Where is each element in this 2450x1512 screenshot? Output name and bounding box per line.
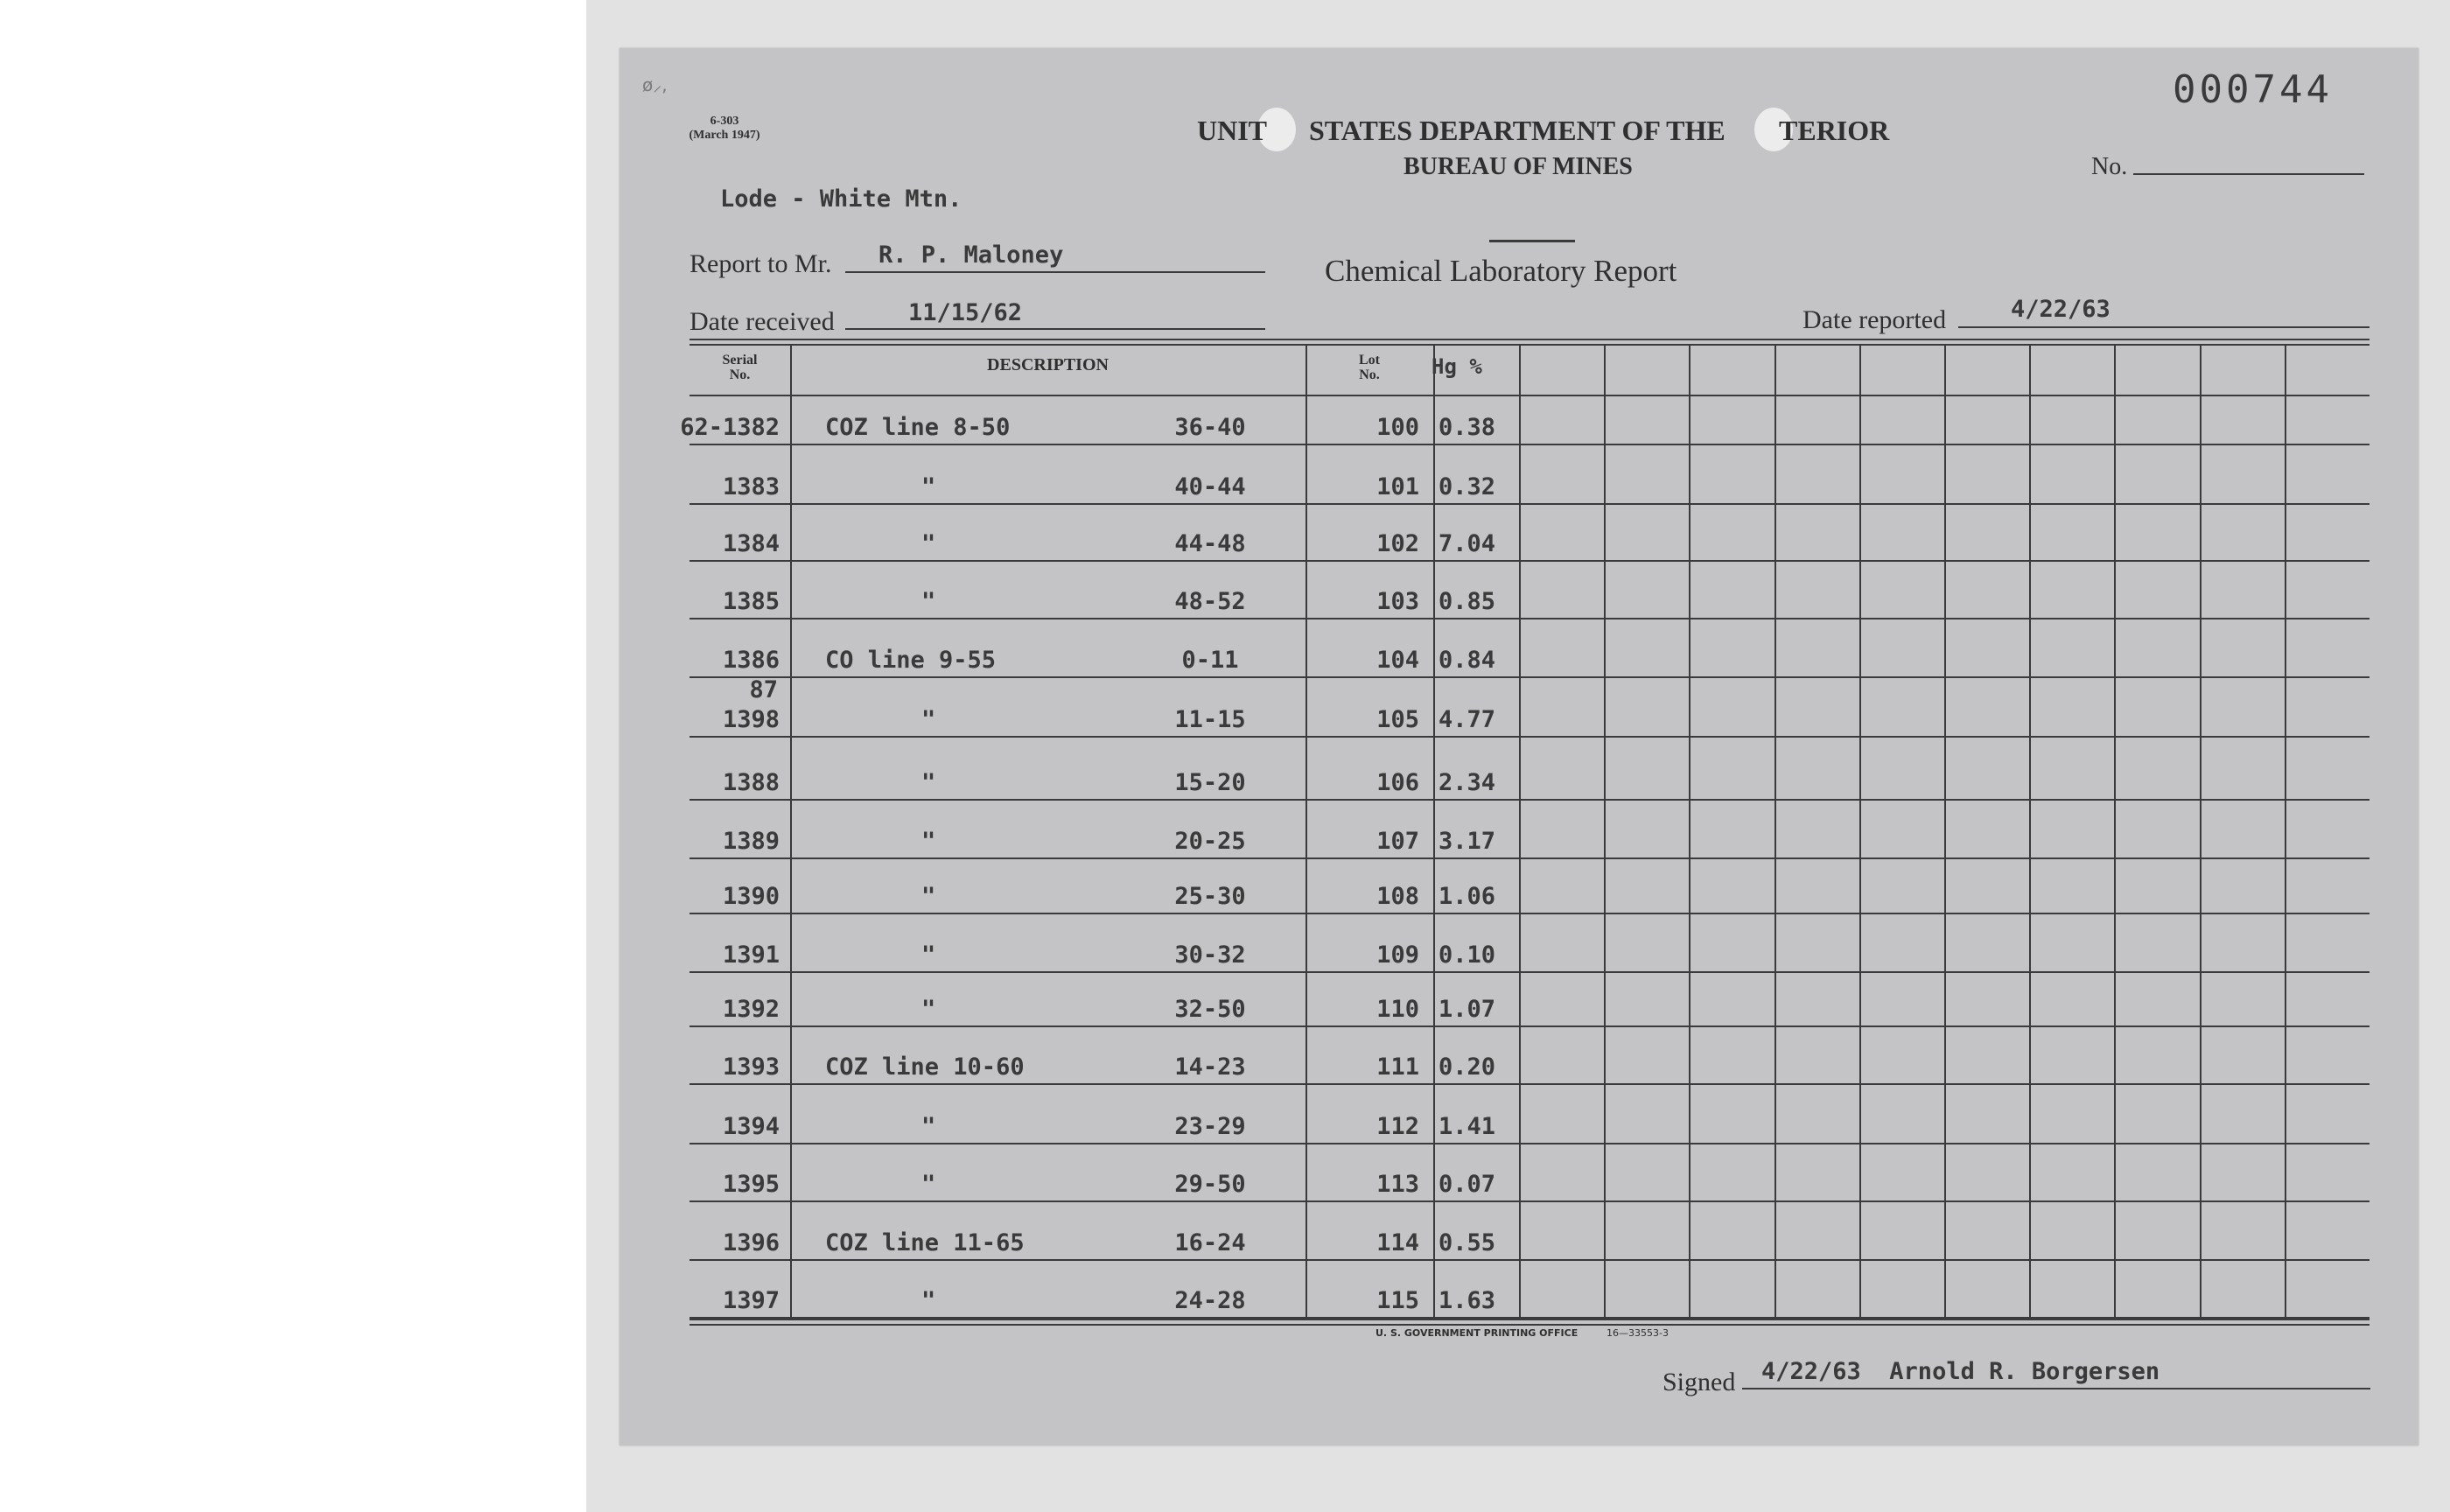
table-row-hg: 1.63 [1438, 1287, 1496, 1314]
table-row-description: COZ line 11-65 [825, 1229, 1025, 1256]
signed-label: Signed [1662, 1368, 1736, 1396]
table-row-lot: 111 [1376, 1054, 1419, 1081]
table-row-serial: 1383 [722, 473, 780, 500]
table-row-description: " [921, 588, 936, 615]
table-row-lot: 104 [1376, 647, 1419, 674]
table-row-hg: 1.06 [1438, 883, 1496, 910]
signed-line [1742, 1388, 2370, 1390]
column-divider [1774, 346, 1776, 1319]
column-divider [1519, 346, 1521, 1319]
number-label: No. [2091, 153, 2128, 180]
table-row-serial: 1395 [722, 1171, 780, 1198]
table-row-serial: 1391 [722, 942, 780, 969]
row-line [690, 971, 2370, 973]
table-row-lot: 112 [1376, 1113, 1419, 1140]
row-line [690, 736, 2370, 738]
table-row-serial: 62-1382 [680, 414, 780, 441]
row-line [690, 1026, 2370, 1027]
row-line [690, 444, 2370, 445]
table-row-description: " [921, 530, 936, 557]
column-divider [1604, 346, 1606, 1319]
table-row-depth-range: 44-48 [1174, 530, 1246, 557]
form-id-number: 6-303 [710, 115, 739, 128]
header-lot-line1: Lot [1359, 353, 1380, 368]
report-to-line [845, 271, 1265, 273]
table-row-depth-range: 16-24 [1174, 1229, 1246, 1256]
table-row-depth-range: 24-28 [1174, 1287, 1246, 1314]
table-row-hg: 0.38 [1438, 414, 1496, 441]
row-line [690, 799, 2370, 801]
table-row-lot: 108 [1376, 883, 1419, 910]
header-description: DESCRIPTION [987, 355, 1109, 374]
row-line [690, 858, 2370, 859]
row-line [690, 1200, 2370, 1202]
date-reported-line [1958, 326, 2370, 328]
printing-code: 16—33553-3 [1606, 1327, 1669, 1339]
lode-name: Lode - White Mtn. [720, 186, 962, 213]
table-row-hg: 0.55 [1438, 1229, 1496, 1256]
agency-middle: STATES DEPARTMENT OF THE [1309, 115, 1726, 146]
number-field-line [2133, 173, 2364, 175]
table-row-serial: 1392 [722, 996, 780, 1023]
header-hg: Hg % [1432, 354, 1482, 379]
table-row-depth-range: 36-40 [1174, 414, 1246, 441]
date-reported-label: Date reported [1802, 305, 1947, 334]
table-row-description: " [921, 473, 936, 500]
table-row-serial: 1398 [722, 706, 780, 733]
table-row-depth-range: 14-23 [1174, 1054, 1246, 1081]
table-row-hg: 3.17 [1438, 828, 1496, 855]
table-row-lot: 106 [1376, 769, 1419, 796]
stamp-number: 000744 [2173, 67, 2333, 112]
table-row-lot: 114 [1376, 1229, 1419, 1256]
row-line [690, 1143, 2370, 1144]
header-bottom-line [690, 395, 2370, 396]
report-to-label: Report to Mr. [690, 249, 832, 278]
form-date: (March 1947) [689, 129, 760, 142]
table-top-rule-2 [690, 344, 2370, 346]
table-row-hg: 4.77 [1438, 706, 1496, 733]
table-row-hg: 1.07 [1438, 996, 1496, 1023]
table-row-hg: 0.20 [1438, 1054, 1496, 1081]
header-serial-line1: Serial [722, 353, 758, 368]
table-row-description: " [921, 828, 936, 855]
table-row-depth-range: 20-25 [1174, 828, 1246, 855]
column-divider [2285, 346, 2286, 1319]
row-line [690, 560, 2370, 562]
report-to-value: R. P. Maloney [878, 242, 1064, 269]
table-row-lot: 102 [1376, 530, 1419, 557]
table-row-description: " [921, 942, 936, 969]
table-row-lot: 103 [1376, 588, 1419, 615]
table-row-lot: 107 [1376, 828, 1419, 855]
table-row-hg: 2.34 [1438, 769, 1496, 796]
header-lot-line2: No. [1359, 368, 1380, 382]
row-line [690, 503, 2370, 505]
table-row-depth-range: 30-32 [1174, 942, 1246, 969]
column-divider [2029, 346, 2031, 1319]
table-row-depth-range: 32-50 [1174, 996, 1246, 1023]
date-received-value: 11/15/62 [908, 299, 1023, 326]
column-divider [2200, 346, 2202, 1319]
row-line [690, 913, 2370, 914]
table-bottom-line-2 [690, 1324, 2370, 1326]
table-row-lot: 101 [1376, 473, 1419, 500]
table-row-serial: 1388 [722, 769, 780, 796]
row-line [690, 676, 2370, 678]
column-divider [1944, 346, 1946, 1319]
table-row-depth-range: 29-50 [1174, 1171, 1246, 1198]
margin-scribble: ø⸝, [642, 74, 668, 95]
table-row-serial: 1384 [722, 530, 780, 557]
table-row-lot: 100 [1376, 414, 1419, 441]
table-row-serial: 1385 [722, 588, 780, 615]
table-row-serial: 1386 [722, 647, 780, 674]
agency-right: TERIOR [1779, 115, 1890, 146]
table-row-hg: 0.84 [1438, 647, 1496, 674]
table-row-lot: 109 [1376, 942, 1419, 969]
table-row-hg: 7.04 [1438, 530, 1496, 557]
table-row-description: " [921, 1113, 936, 1140]
table-row-serial: 1393 [722, 1054, 780, 1081]
table-row-depth-range: 23-29 [1174, 1113, 1246, 1140]
table-row-hg: 0.10 [1438, 942, 1496, 969]
column-divider [2114, 346, 2116, 1319]
table-row-description: CO line 9-55 [825, 647, 997, 674]
column-divider [1689, 346, 1690, 1319]
row-line [690, 1083, 2370, 1085]
date-received-label: Date received [690, 307, 835, 336]
bureau-name: BUREAU OF MINES [1404, 153, 1633, 180]
column-divider [1859, 346, 1861, 1319]
table-top-rule [690, 339, 2370, 340]
date-received-line [845, 328, 1265, 330]
table-row-hg: 1.41 [1438, 1113, 1496, 1140]
table-row-serial: 1397 [722, 1287, 780, 1314]
table-row-serial: 1396 [722, 1229, 780, 1256]
table-row-description: COZ line 8-50 [825, 414, 1011, 441]
table-row-depth-range: 48-52 [1174, 588, 1246, 615]
row-line [690, 1259, 2370, 1261]
table-row-serial: 1390 [722, 883, 780, 910]
signature: 4/22/63 Arnold R. Borgersen [1761, 1358, 2160, 1385]
table-row-depth-range: 11-15 [1174, 706, 1246, 733]
table-row-hg: 0.85 [1438, 588, 1496, 615]
serial-correction: 87 [749, 676, 778, 704]
table-row-lot: 113 [1376, 1171, 1419, 1198]
date-reported-value: 4/22/63 [2011, 296, 2110, 323]
table-row-hg: 0.07 [1438, 1171, 1496, 1198]
table-row-lot: 105 [1376, 706, 1419, 733]
report-sheet [620, 48, 2418, 1446]
table-row-hg: 0.32 [1438, 473, 1496, 500]
table-row-description: " [921, 706, 936, 733]
table-bottom-line [690, 1319, 2370, 1320]
table-row-depth-range: 15-20 [1174, 769, 1246, 796]
table-row-depth-range: 40-44 [1174, 473, 1246, 500]
table-row-description: COZ line 10-60 [825, 1054, 1025, 1081]
header-serial-line2: No. [729, 368, 751, 382]
title-rule [1489, 240, 1575, 242]
column-divider [790, 346, 792, 1319]
table-row-lot: 110 [1376, 996, 1419, 1023]
printing-office: U. S. GOVERNMENT PRINTING OFFICE [1376, 1327, 1578, 1339]
table-row-depth-range: 25-30 [1174, 883, 1246, 910]
table-row-description: " [921, 996, 936, 1023]
agency-left: UNIT [1197, 115, 1268, 146]
form-id [676, 115, 773, 143]
report-title: Chemical Laboratory Report [1325, 254, 1677, 288]
table-row-serial: 1394 [722, 1113, 780, 1140]
table-row-description: " [921, 1287, 936, 1314]
column-divider [1433, 346, 1435, 1319]
table-row-depth-range: 0-11 [1181, 647, 1239, 674]
table-row-description: " [921, 883, 936, 910]
table-row-serial: 1389 [722, 828, 780, 855]
table-row-description: " [921, 769, 936, 796]
row-line [690, 618, 2370, 620]
table-row-description: " [921, 1171, 936, 1198]
table-row-lot: 115 [1376, 1287, 1419, 1314]
